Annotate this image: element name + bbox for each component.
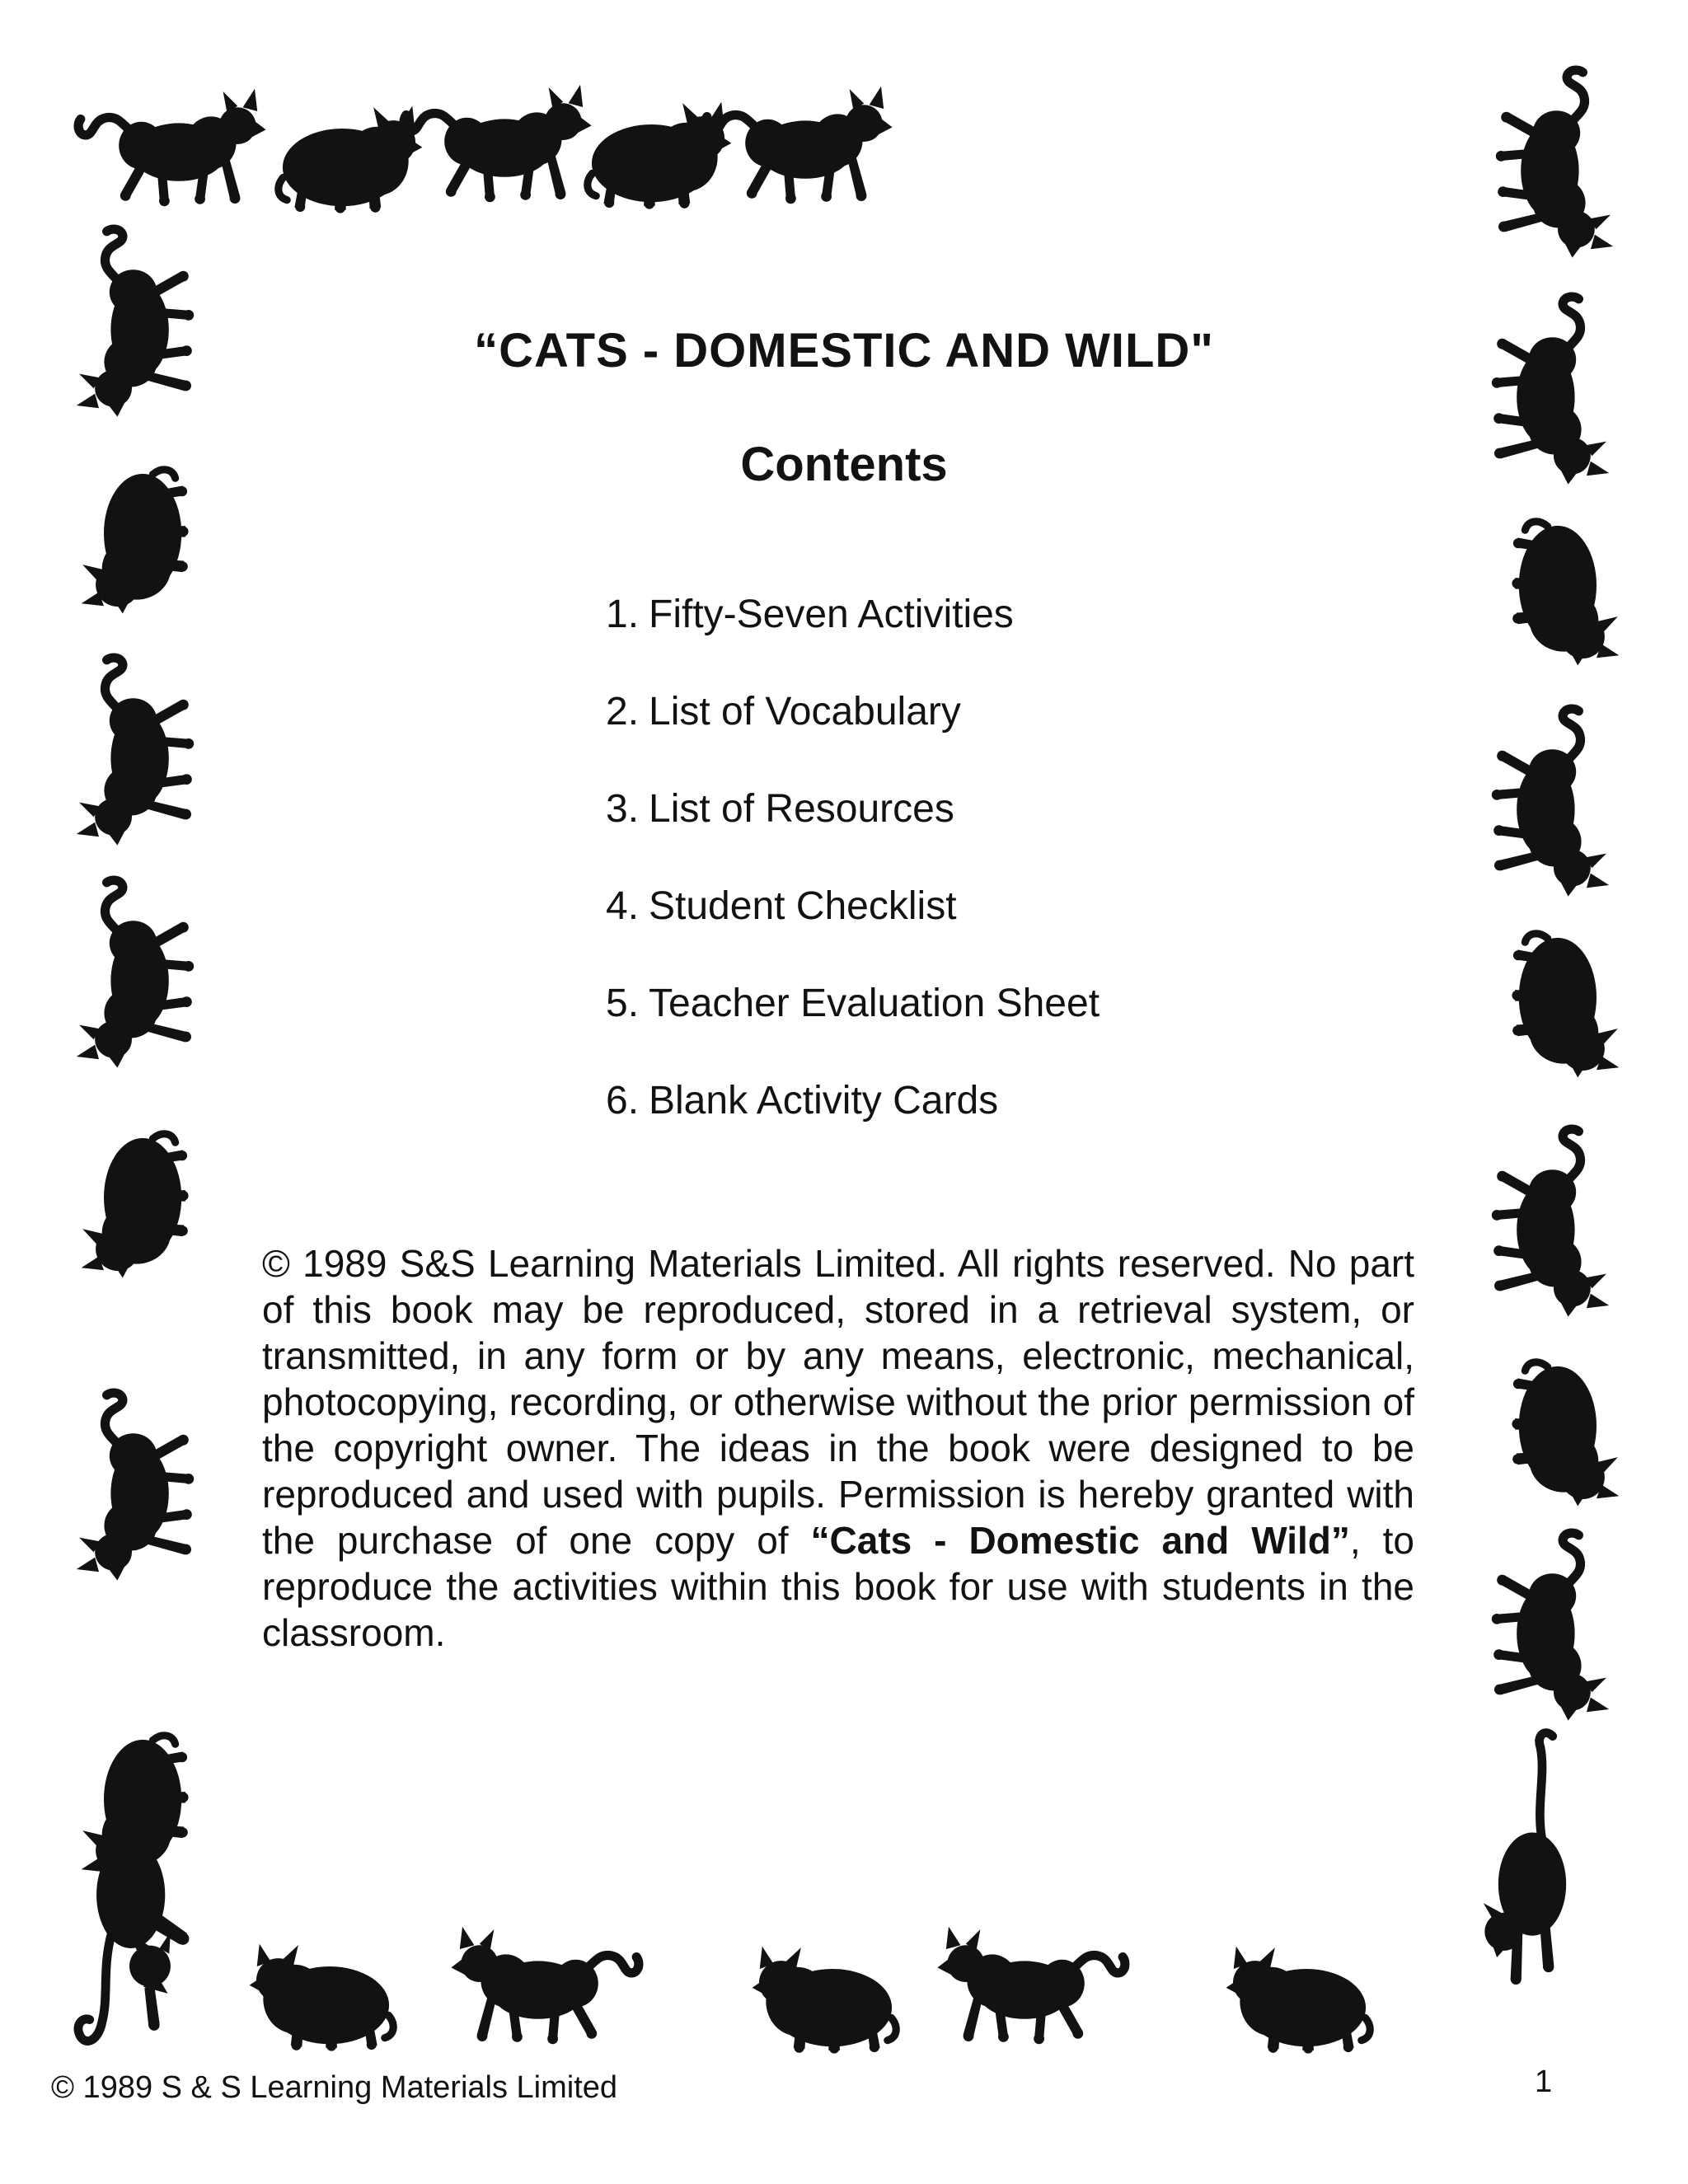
- copyright-text: , to reproduce the activities within this book for use with students in the classroom.: [262, 1519, 1414, 1654]
- copyright-text: © 1989 S&S Learning Materials Limited. All rights reserved. No part of this book may be reproduced, stored in a retrieval system, or transmitted, in any form or by any means, electronic, mechanical, photocopying, recording, or otherwise without the prior permission of the copyright owner. The ideas in the book were designed to be reproduced and used with pupils. Permission is hereby granted with the purchase of one copy of: [262, 1242, 1414, 1562]
- contents-item: [606, 592, 1014, 637]
- footer-copyright: © 1989 S & S Learning Materials Limited: [51, 2070, 618, 2105]
- cat-walking-icon: [449, 1916, 647, 2048]
- cat-walking-icon: [1492, 62, 1624, 260]
- contents-item-number: 5.: [606, 982, 640, 1025]
- cat-walking-icon: [1488, 1121, 1620, 1319]
- cat-crouching-icon: [1508, 927, 1621, 1084]
- contents-item-number: 3.: [606, 787, 640, 831]
- contents-item: [606, 883, 957, 929]
- contents-item: [606, 1078, 998, 1123]
- cat-crouching-icon: [1508, 515, 1621, 672]
- contents-item-label: Teacher Evaluation Sheet: [649, 982, 1100, 1025]
- contents-item: [606, 689, 961, 734]
- cat-crouching-icon: [243, 1941, 400, 2054]
- cat-crouching-icon: [1220, 1943, 1376, 2056]
- copyright-paragraph: [262, 1240, 1414, 1656]
- contents-item-number: 6.: [606, 1079, 640, 1122]
- contents-item-number: 1.: [606, 593, 640, 636]
- copyright-book-title: “Cats - Domestic and Wild”: [810, 1519, 1350, 1562]
- cat-crouching-icon: [78, 1127, 191, 1284]
- cat-walking-icon: [66, 872, 198, 1070]
- cat-walking-icon: [1488, 701, 1620, 898]
- contents-item-number: 4.: [606, 884, 640, 928]
- cat-walking-icon: [396, 74, 593, 206]
- cat-climbing-down-icon: [1463, 1727, 1578, 2012]
- cat-walking-icon: [1488, 1525, 1620, 1722]
- contents-item-label: List of Vocabulary: [649, 690, 961, 733]
- cat-walking-icon: [70, 78, 268, 210]
- contents-item-label: Student Checklist: [649, 884, 957, 928]
- contents-item-label: List of Resources: [649, 787, 954, 831]
- cat-walking-icon: [66, 649, 198, 847]
- cat-crouching-icon: [746, 1943, 903, 2056]
- contents-item-number: 2.: [606, 690, 640, 733]
- page-number: 1: [1535, 2064, 1553, 2099]
- contents-item-label: Blank Activity Cards: [649, 1079, 999, 1122]
- cat-walking-icon: [935, 1916, 1133, 2048]
- cat-crouching-icon: [1508, 1356, 1621, 1512]
- cat-walking-icon: [66, 221, 198, 419]
- contents-item: [606, 981, 1100, 1026]
- contents-item: [606, 786, 954, 832]
- cat-walking-icon: [696, 76, 894, 208]
- contents-heading: Contents: [740, 438, 948, 491]
- document-title: “CATS - DOMESTIC AND WILD": [474, 324, 1214, 377]
- contents-item-label: Fifty-Seven Activities: [649, 593, 1014, 636]
- cat-walking-icon: [66, 1385, 198, 1582]
- cat-climbing-down-icon: [68, 1831, 191, 2064]
